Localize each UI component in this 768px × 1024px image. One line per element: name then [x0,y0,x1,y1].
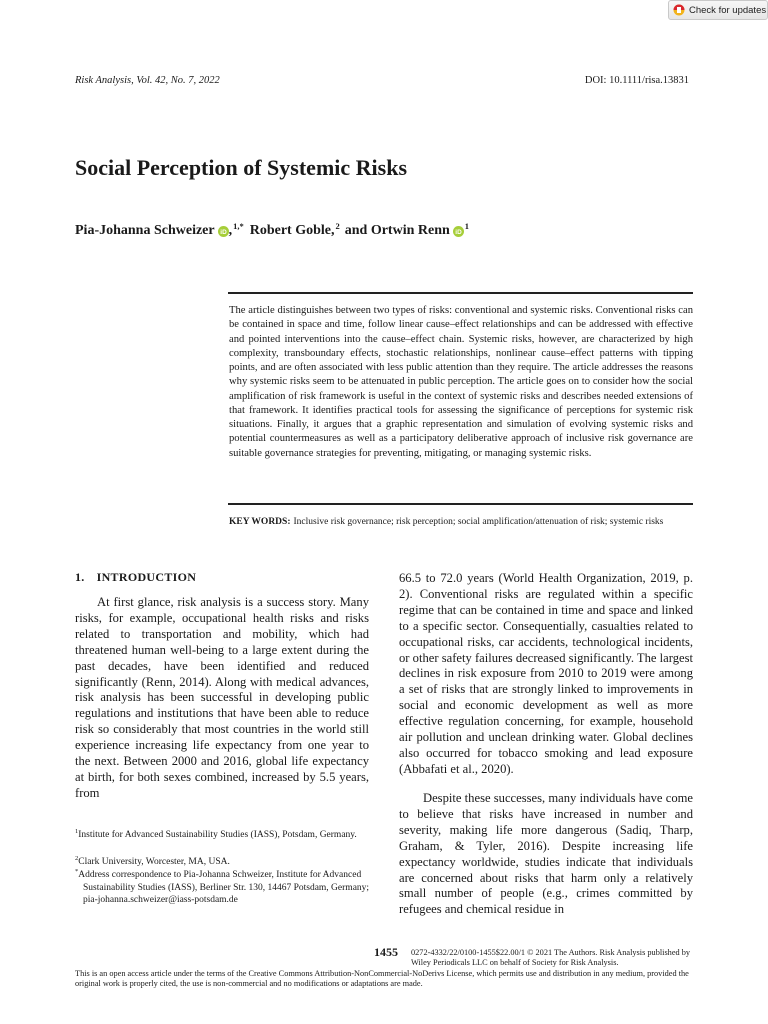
author-list [75,223,469,239]
article-title: Social Perception of Systemic Risks [75,155,408,180]
footnote [75,826,370,842]
orcid-icon[interactable] [453,226,464,237]
page-number: 1455 [374,945,398,959]
author-name: Robert Goble, [249,223,335,238]
check-for-updates-label: Check for updates [689,4,767,16]
section-number: 1. [75,570,85,584]
crossmark-icon [673,4,685,16]
body-paragraph-right-2: Despite these successes, many individuals have come to believe that risks have increased in number and severity, making life more dangerous (Sadiq, Tharp, Graham, & Tyler, 2016). Despite increasing life expectancy worldwide, studies indicate that individuals are concerned about risks that harm only a relatively small number of people (e.g., crimes committed by refugees and chemical residue in [399,791,693,917]
doi[interactable]: DOI: 10.1111/risa.13831 [584,75,689,86]
author-affiliation: 1 [464,221,470,231]
body-paragraph-right-1: 66.5 to 72.0 years (World Health Organization, 2019, p. 2). Conventional risks are regulated within a specific regime that can be contained in time and space and linked to a specific sector. Consequentially, casualties related to occupational risks, car accidents, technological incidents, or other safety failures decreased significantly. The largest declines in risk exposure from 2010 to 2019 were among a set of risks that are strongly linked to improvements in social and economic development as well as more effective regulation concerning, for example, household air pollution and unclean drinking water. Global declines also occurred for tobacco smoking and lead exposure (Abbafati et al., 2020). [399,571,693,776]
body-paragraph-left: At first glance, risk analysis is a success story. Many risks, for example, occupational health risks and risks related to transportation and mobility, which had threatened human well-being to a large extent during the past decades, have been identified and reduced significantly (Renn, 2014). Along with medical advances, risk analysis has been successful in developing public regulations and institutions that have been able to reduce risk so considerably that most countries in the world still experience increasing life expectancy from one year to the next. Between 2000 and 2016, global life expectancy at birth, for both sexes combined, increased by 5.5 years, from [75,595,369,800]
svg-text:iD: iD [455,228,462,236]
license-notice: This is an open access article under the terms of the Creative Commons Attribution-NonCommercial-NoDerivs License, which permits use and distribution in any medium, provided the original work is properly cited, the use is non-commercial and no modifications or adaptations are made. [75,969,689,988]
footnote-text: Address correspondence to Pia-Johanna Schweizer, Institute for Advanced Sustainability Studies (IASS), Berliner Str. 130, 14467 Potsdam, Germany; pia-johanna.schweizer@iass-potsdam.de [78,870,370,906]
abstract-bottom-rule [228,503,693,505]
svg-text:iD: iD [219,228,227,236]
section-title: INTRODUCTION [96,570,197,584]
author-name: Pia-Johanna Schweizer [75,223,215,238]
keywords-label: KEY WORDS: [229,517,291,527]
keywords-text: Inclusive risk governance; risk perception; social amplification/attenuation of risk; systemic risks [293,517,664,527]
abstract: The article distinguishes between two types of risks: conventional and systemic risks. Conventional risks can be contained in space and time, follow linear cause–effect relationships and can be addressed with effective and pointed interventions into the cause–effect chain. Systemic risks, however, are characterized by high complexity, transboundary effects, stochastic relationships, nonlinear cause–effect patterns with tipping points, and are often associated with less public attention than they require. The article addresses the reasons why systemic risks seem to be attenuated in public perception. The article goes on to consider how the social amplification of risk framework is useful in the context of systemic risks and describes needed extensions of that framework. It identifies practical tools for assessing the significance of perceptions for systemic risk situations. Finally, it argues that a graphic representation and simulation of evolving systemic risks and potential countermeasures as well as a participatory deliberative approach of inclusive risk governance are suitable governance strategies for preventing, mitigating, or managing systemic risks. [229,305,693,459]
author-name: and Ortwin Renn [344,223,450,238]
orcid-icon[interactable] [218,226,229,237]
keywords [229,515,693,529]
footnote-text: Institute for Advanced Sustainability Studies (IASS), Potsdam, Germany. [78,830,357,841]
footnote-mark: 1 [75,828,79,835]
footnote-text: Clark University, Worcester, MA, USA. [78,857,230,868]
footnote [75,866,370,907]
section-heading [75,570,196,585]
abstract-top-rule [228,292,693,294]
author-affiliation: 2 [335,221,340,231]
footnote-mark: 2 [75,855,79,862]
copyright-notice: 0272-4332/22/0100-1455$22.00/1 © 2021 The Authors. Risk Analysis published by Wiley Periodicals LLC on behalf of Society for Risk Analysis. [411,948,691,967]
author-affiliation: 1,* [233,221,244,231]
footnote-mark: * [75,868,79,875]
author-affil-prefix: , [228,223,233,238]
check-for-updates-button[interactable] [668,0,768,20]
journal-reference: Risk Analysis, Vol. 42, No. 7, 2022 [75,75,220,86]
